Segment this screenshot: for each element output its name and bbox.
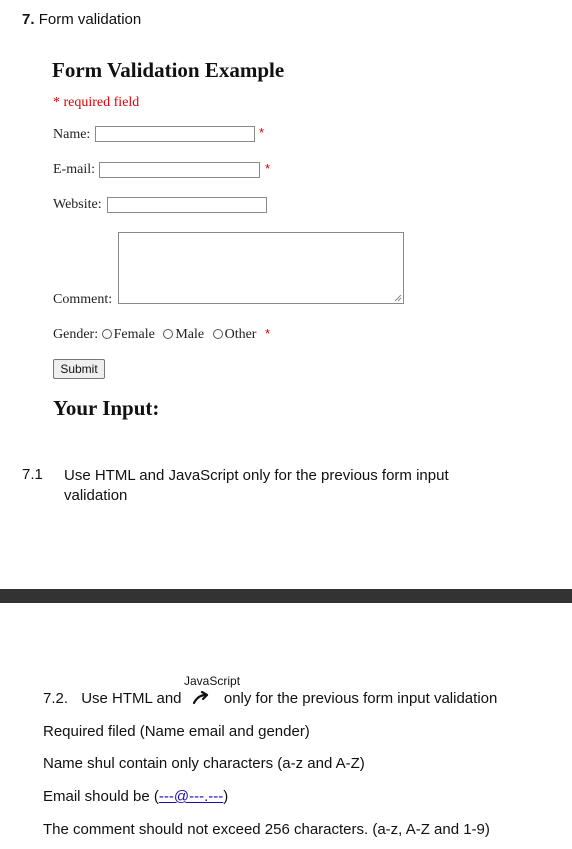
radio-icon[interactable] (213, 329, 223, 339)
curved-arrow-icon (192, 691, 212, 705)
gender-required-marker: * (264, 326, 271, 341)
website-label: Website: (53, 197, 102, 212)
javascript-annotation: JavaScript (184, 674, 241, 688)
gender-row (53, 326, 270, 343)
email-required-marker: * (265, 161, 271, 176)
email-format-link[interactable]: ---@---.--- (158, 788, 224, 805)
rule-comment-length: The comment should not exceed 256 characters. (a-z, A-Z and 1-9) (43, 821, 490, 838)
gender-option-female[interactable]: Female (102, 327, 155, 342)
name-required-marker: * (259, 125, 265, 140)
rule-email-suffix: ) (223, 788, 229, 805)
radio-icon[interactable] (163, 329, 173, 339)
website-input[interactable] (107, 197, 267, 213)
name-input[interactable] (95, 126, 255, 142)
item-7-2-text-after: only for the previous form input validation (223, 690, 498, 707)
item-7-2-text-before: Use HTML and (81, 690, 182, 707)
your-input-heading: Your Input: (53, 396, 160, 420)
submit-button[interactable]: Submit (53, 359, 105, 379)
required-field-note: * required field (53, 95, 140, 110)
name-label: Name: (53, 127, 91, 142)
page-divider (0, 589, 572, 603)
rule-email-format (43, 788, 228, 805)
comment-textarea[interactable] (118, 232, 404, 304)
rule-name-characters: Name shul contain only characters (a-z and A-Z) (43, 755, 365, 772)
resize-grip-icon[interactable] (394, 294, 402, 302)
item-7-2 (43, 690, 497, 707)
section-title: Form validation (38, 11, 142, 28)
item-7-1-text: Use HTML and JavaScript only for the previous form input validation (64, 467, 449, 504)
rule-email-prefix: Email should be ( (43, 788, 159, 805)
item-7-2-number: 7.2. (43, 690, 69, 707)
email-input[interactable] (99, 162, 260, 178)
gender-label: Gender: (53, 327, 99, 342)
item-7-1-number: 7.1 (22, 466, 43, 483)
comment-label: Comment: (53, 292, 113, 307)
section-heading (22, 11, 141, 28)
gender-option-male[interactable]: Male (163, 327, 204, 342)
rule-required-fields: Required filed (Name email and gender) (43, 723, 310, 740)
form-heading: Form Validation Example (52, 58, 285, 82)
radio-icon[interactable] (102, 329, 112, 339)
email-label: E-mail: (53, 162, 95, 177)
gender-option-other[interactable]: Other (213, 327, 257, 342)
section-number: 7. (22, 11, 35, 28)
